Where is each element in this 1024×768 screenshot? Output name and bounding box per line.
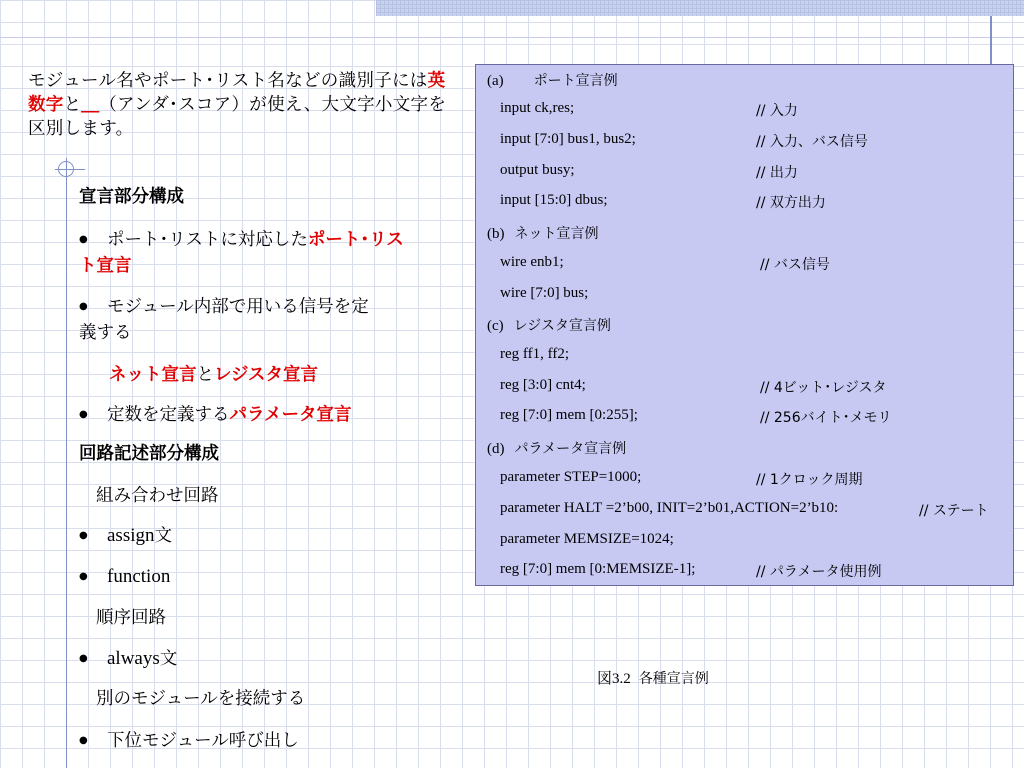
net-declaration: ネット宣言 (109, 365, 197, 385)
code-comment: // 1クロック周期 (756, 472, 863, 488)
section-d-header (487, 438, 626, 458)
bullet-port-list (79, 228, 404, 255)
section-a-header (487, 70, 618, 90)
section-d-label: (d) (487, 441, 505, 457)
code-text: reg [7:0] mem [0:255]; (500, 407, 638, 423)
bullet-port-red-cont: ト宣言 (79, 256, 132, 276)
bullet-icon (79, 403, 107, 430)
accent-line (990, 16, 992, 64)
bullet-always (79, 647, 177, 674)
section-b-title: ネット宣言例 (514, 226, 599, 242)
code-line (500, 100, 1000, 117)
code-text: wire [7:0] bus; (500, 285, 589, 301)
heading-declarations: 宣言部分構成 (79, 187, 184, 207)
figure-number: 図3.2 (597, 671, 631, 687)
section-d-title: パラメータ宣言例 (514, 441, 627, 457)
bullet-icon (79, 729, 107, 756)
code-line (500, 469, 1000, 486)
code-comment: // バス信号 (760, 257, 830, 273)
code-line (500, 254, 1000, 271)
bullet-icon (79, 647, 107, 674)
code-text: input [15:0] dbus; (500, 192, 608, 208)
intro-paragraph (28, 69, 448, 141)
code-text: reg [7:0] mem [0:MEMSIZE-1]; (500, 561, 696, 577)
heading-circuit: 回路記述部分構成 (79, 444, 219, 464)
bullet-internal-cont: 義する (79, 323, 132, 343)
section-a-label: (a) (487, 73, 504, 89)
header-band (376, 0, 1024, 16)
code-text: parameter HALT =2’b00, INIT=2’b01,ACTION=2’b10: (500, 500, 839, 516)
sequential-circuit: 順序回路 (96, 608, 166, 628)
bullet-constants (79, 403, 351, 430)
code-text: input [7:0] bus1, bus2; (500, 131, 636, 147)
code-text: reg ff1, ff2; (500, 346, 570, 362)
bullet-submodule (79, 729, 299, 756)
code-comment: // 入力、バス信号 (756, 134, 868, 150)
crosshair-vertical (66, 158, 67, 768)
bullet-internal-signal (79, 295, 369, 322)
code-text: reg [3:0] cnt4; (500, 377, 586, 393)
bullet-icon (79, 565, 107, 592)
section-c-title: レジスタ宣言例 (513, 318, 611, 334)
code-line (500, 131, 1000, 148)
bullet-icon (79, 295, 107, 322)
code-text: input ck,res; (500, 100, 575, 116)
intro-to: と (63, 95, 82, 115)
bullet-port-text: ポート･リストに対応した (107, 230, 308, 250)
bullet-icon (79, 524, 107, 551)
figure-title: 各種宣言例 (638, 671, 709, 687)
code-line (500, 500, 1005, 517)
code-comment: // 出力 (756, 165, 798, 181)
submodule-call: 下位モジュール呼び出し (107, 731, 299, 751)
divider-line (0, 37, 1024, 38)
intro-text-1: モジュール名やポート･リスト名などの識別子には (28, 71, 428, 91)
code-line (500, 531, 1000, 548)
crosshair-circle (58, 161, 74, 177)
code-comment: // パラメータ使用例 (756, 564, 882, 580)
bullet-function (79, 565, 170, 592)
intro-text-2: （アンダ･スコア）が使え、大文字小文字を区別します。 (28, 95, 447, 139)
section-c-label: (c) (487, 318, 504, 334)
code-line (500, 377, 1000, 394)
code-comment: // 256バイト･メモリ (760, 410, 892, 426)
combinational-circuit: 組み合わせ回路 (96, 486, 219, 506)
code-comment: // ステート (919, 503, 989, 519)
net-reg-line (109, 363, 318, 387)
code-comment: // 4ビット･レジスタ (760, 380, 887, 396)
bullet-assign (79, 524, 172, 551)
bullet-constants-text: 定数を定義する (107, 405, 230, 425)
connect-modules: 別のモジュールを接続する (96, 689, 306, 709)
code-text: parameter STEP=1000; (500, 469, 642, 485)
section-a-title: ポート宣言例 (533, 73, 618, 89)
always-keyword: always (107, 648, 160, 669)
assign-keyword: assign (107, 525, 155, 546)
intro-underscore: ＿ (81, 95, 100, 115)
code-line (500, 162, 1000, 179)
section-b-label: (b) (487, 226, 505, 242)
code-text: wire enb1; (500, 254, 564, 270)
bullet-port-red: ポート･リス (307, 230, 404, 250)
net-reg-and: と (196, 365, 214, 385)
bullet-internal-text: モジュール内部で用いる信号を定 (107, 297, 369, 317)
always-bun: 文 (159, 649, 178, 669)
code-line (500, 346, 1000, 363)
code-line (500, 561, 1000, 578)
intro-eisu: 英数字 (28, 71, 446, 115)
assign-bun: 文 (154, 526, 172, 546)
code-comment: // 双方出力 (756, 195, 826, 211)
reg-declaration: レジスタ宣言 (214, 365, 319, 385)
code-line (500, 192, 1000, 209)
bullet-icon (79, 228, 107, 255)
declaration-examples-panel (475, 64, 1014, 586)
code-line (500, 285, 1000, 302)
code-comment: // 入力 (756, 103, 798, 119)
parameter-declaration: パラメータ宣言 (229, 405, 352, 425)
figure-caption (597, 667, 709, 688)
code-text: output busy; (500, 162, 575, 178)
section-b-header (487, 223, 599, 243)
code-text: parameter MEMSIZE=1024; (500, 531, 674, 547)
code-line (500, 407, 1000, 424)
function-keyword: function (107, 566, 171, 587)
section-c-header (487, 315, 611, 335)
